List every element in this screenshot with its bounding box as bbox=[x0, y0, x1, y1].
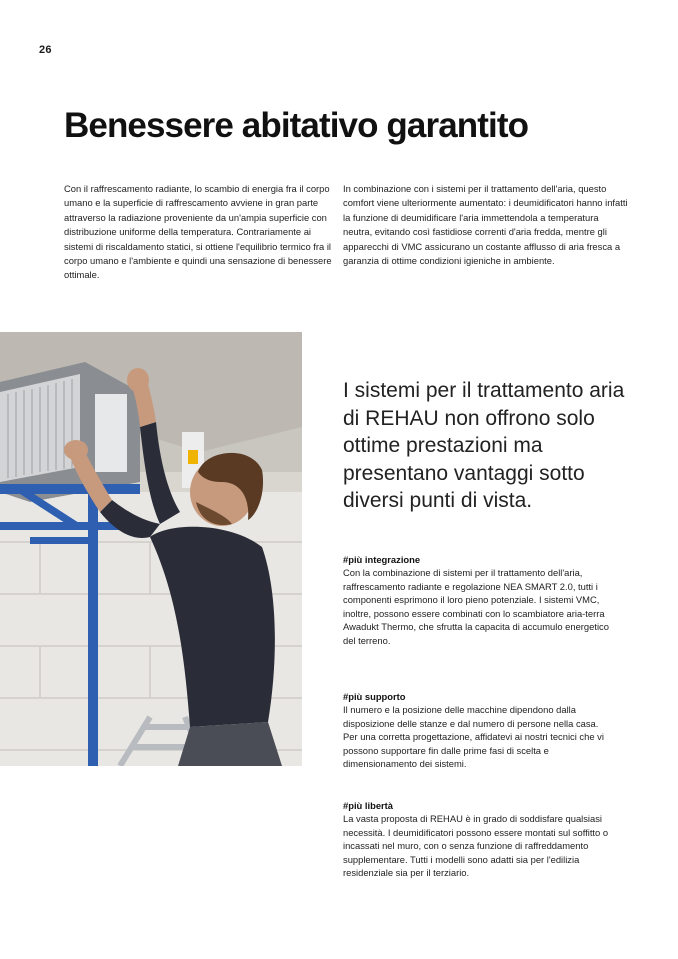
feature-liberta bbox=[343, 799, 613, 880]
feature-supporto bbox=[343, 690, 613, 771]
page-number: 26 bbox=[39, 44, 52, 56]
feature-text: Il numero e la posizione delle macchine dipendono dalla disposizione delle stanze e dal numero di persone nella casa. Per una corretta progettazione, affidatevi ai nostri tecnici che vi possono supportare fin dalle prime fasi di scelta e dimensionamento dei sistemi. bbox=[343, 704, 604, 770]
intro-paragraph-left: Con il raffrescamento radiante, lo scambio di energia fra il corpo umano e la superficie di raffrescamento avviene in gran parte attraverso la radiazione proveniente da un'ampia superficie con distribuzione uniforme della temperatura. Contrariamente ai sistemi di riscaldamento statici, si ottiene l'equilibrio termico fra il corpo umano e l'ambiente e quindi una sensazione di benessere ottimale. bbox=[64, 183, 332, 281]
page-title: Benessere abitativo garantito bbox=[64, 106, 529, 145]
intro-paragraph-right: In combinazione con i sistemi per il trattamento dell'aria, questo comfort viene ulteriormente aumentato: i deumidificatori hanno infatti la funzione di deumidificare l'aria immettendola a temperatura neutra, evitando così fastidiose correnti d'aria fredda, mentre gli apparecchi di VMC assicurano un costante afflusso di aria fresca a garanzia di ottime condizioni igieniche in ambiente. bbox=[343, 183, 628, 267]
feature-integrazione bbox=[343, 553, 613, 648]
technician-photo bbox=[0, 332, 302, 766]
feature-heading: #più libertà bbox=[343, 800, 394, 811]
feature-text: Con la combinazione di sistemi per il trattamento dell'aria, raffrescamento radiante e regolazione NEA SMART 2.0, tutti i componenti esprimono il loro pieno potenziale. I sistemi VMC, inoltre, possono essere combinati con lo scambiatore aria-terra Awadukt Thermo, che sfrutta la capacita di accumulo energetico del terreno. bbox=[343, 567, 609, 646]
feature-heading: #più supporto bbox=[343, 691, 406, 702]
pull-quote: I sistemi per il trattamento aria di REHAU non offrono solo ottime prestazioni ma presentano vantaggi sotto diversi punti di vista. bbox=[343, 379, 625, 512]
feature-text: La vasta proposta di REHAU è in grado di soddisfare qualsiasi necessità. I deumidificatori possono essere montati sul soffitto o incassati nel muro, con o senza funzione di raffreddamento supplementare. Tutti i modelli sono adatti sia per l'edilizia residenziale sia per il terziario. bbox=[343, 813, 609, 879]
feature-heading: #più integrazione bbox=[343, 554, 421, 565]
